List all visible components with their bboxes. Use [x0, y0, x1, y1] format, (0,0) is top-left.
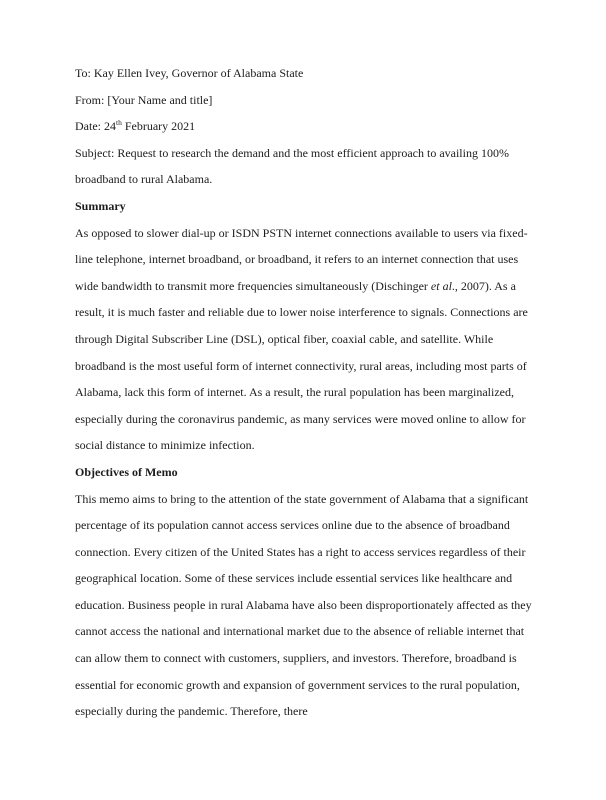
- memo-body: [75, 60, 540, 725]
- date-prefix: Date: 24: [75, 119, 116, 134]
- paragraph-segment: This memo aims to bring to the attention of the state government of Alabama that a significant percentage of its population cannot access services online due to the absence of broadband connection. Every citizen of the United States has a right to access services regardless of their geographical location. Some of these services include essential services like healthcare and education. Business people in rural Alabama have also been disproportionately affected as they cannot access the national and international market due to the absence of reliable internet that can allow them to connect with customers, suppliers, and investors. Therefore, broadband is essential for economic growth and expansion of government services to the rural population, especially during the pandemic. Therefore, there: [75, 491, 532, 719]
- date-suffix: February 2021: [121, 119, 196, 134]
- section-paragraph: [75, 220, 540, 459]
- paragraph-segment: et al: [430, 278, 452, 293]
- paragraph-segment: As opposed to slower dial-up or ISDN PSTN internet connections available to users via fixed-line telephone, internet broadband, or broadband, it refers to an internet connection that uses wide bandwidth to transmit more frequencies simultaneously (Dischinger: [75, 225, 528, 293]
- section-paragraph: [75, 486, 540, 725]
- memo-from-line: From: [Your Name and title]: [75, 92, 213, 107]
- memo-to-line: To: Kay Ellen Ivey, Governor of Alabama State: [75, 66, 304, 80]
- memo-sections: [75, 193, 540, 725]
- memo-date-line: [75, 113, 540, 140]
- section-heading: Summary: [75, 198, 126, 213]
- section-heading: Objectives of Memo: [75, 464, 178, 479]
- paragraph-segment: ., 2007). As a result, it is much faster and reliable due to lower noise interference to signals. Connections are through Digital Subscriber Line (DSL), optical fiber, coaxial cable, and satellite. While broadband is the most useful form of internet connectivity, rural areas, including most parts of Alabama, lack this form of internet. As a result, the rural population has been marginalized, especially during the coronavirus pandemic, as many services were moved online to allow for social distance to minimize infection.: [75, 278, 528, 453]
- date-ordinal-suffix: th: [116, 118, 122, 128]
- memo-subject-line: Subject: Request to research the demand and the most efficient approach to availing 100% broadband to rural Alabama.: [75, 145, 509, 187]
